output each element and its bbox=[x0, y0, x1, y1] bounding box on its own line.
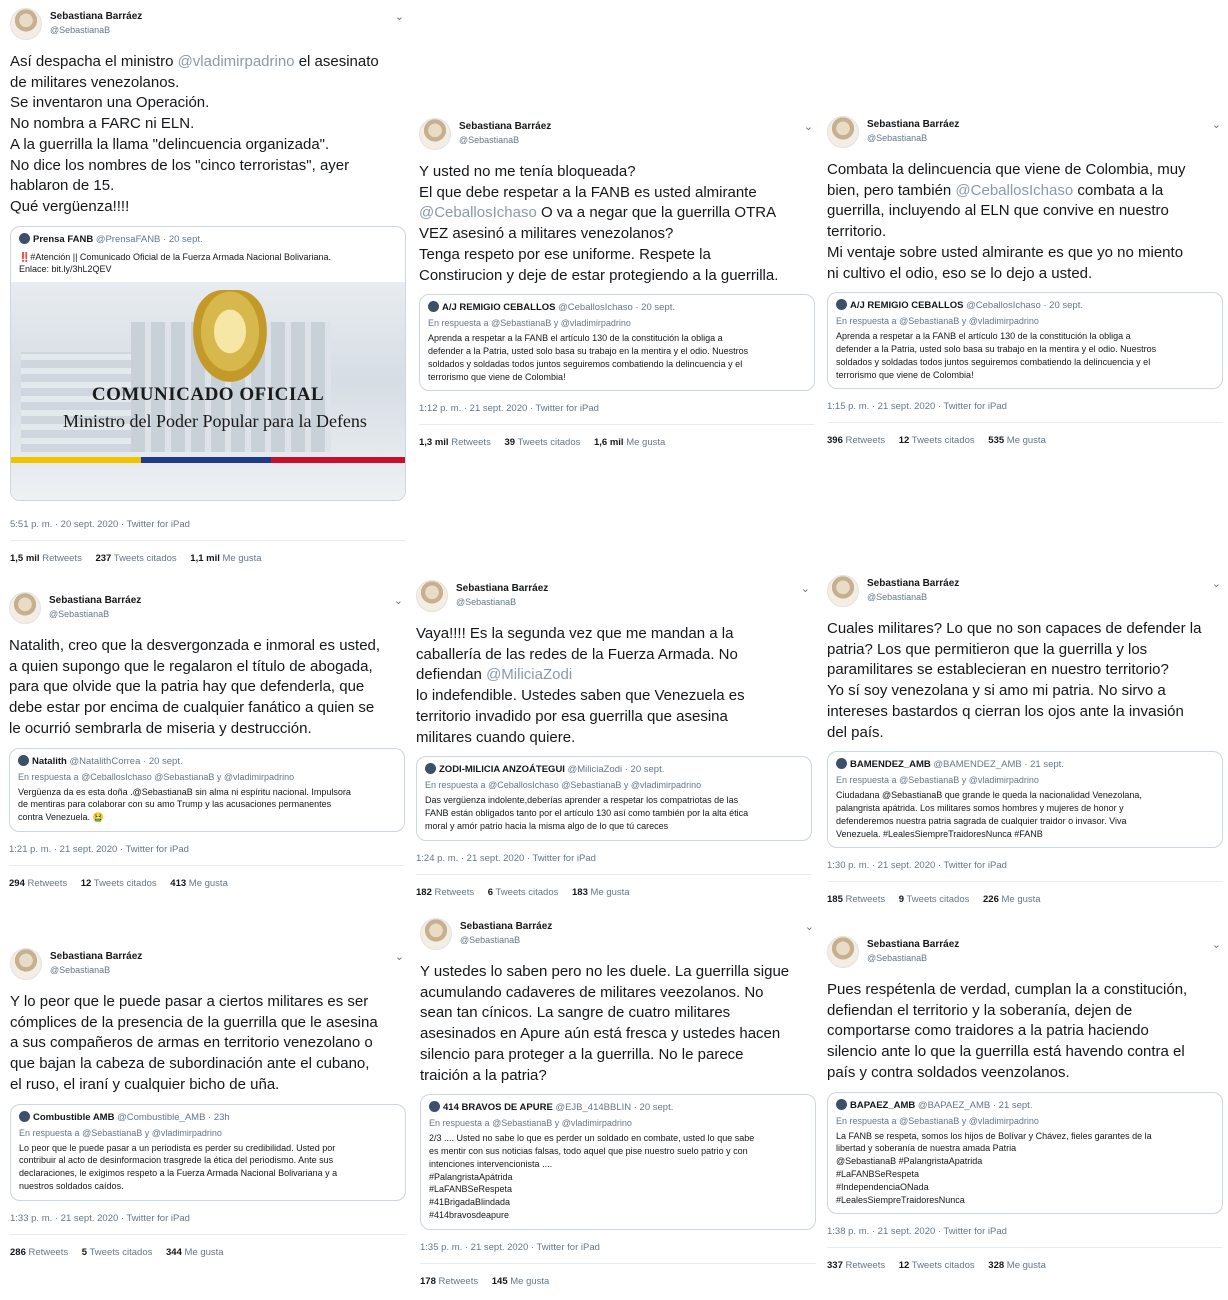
quoted-media-image[interactable] bbox=[11, 282, 405, 500]
coat-of-arms-icon bbox=[193, 290, 267, 382]
tweet-timestamp[interactable]: 1:35 p. m. · 21 sept. 2020 · Twitter for iPad bbox=[420, 1241, 600, 1253]
tweet-header bbox=[416, 580, 812, 614]
quoted-author-name[interactable]: Prensa FANB bbox=[33, 233, 94, 245]
tweet-stats bbox=[827, 894, 1223, 905]
tweet-timestamp[interactable]: 1:30 p. m. · 21 sept. 2020 · Twitter for iPad bbox=[827, 860, 1007, 872]
quote-tweets-label: Tweets citados bbox=[911, 435, 975, 447]
retweets-label: Retweets bbox=[27, 877, 68, 889]
quoted-tweet[interactable] bbox=[419, 294, 815, 391]
tweet-text-segment: Y usted no me tenía bloqueada? El que debe respetar a la FANB es usted almirante bbox=[419, 163, 757, 201]
author-handle[interactable]: @SebastianaB bbox=[459, 135, 520, 145]
retweets-label: Retweets bbox=[845, 894, 886, 906]
quoted-author-name[interactable]: 414 BRAVOS DE APURE bbox=[443, 1102, 553, 1114]
chevron-down-icon[interactable]: ⌄ bbox=[1211, 578, 1221, 590]
retweets-label: Retweets bbox=[28, 1246, 69, 1258]
avatar[interactable] bbox=[10, 948, 42, 980]
quoted-author-meta: @MiliciaZodi · 20 sept. bbox=[567, 764, 665, 776]
quote-tweets-count[interactable]: 237 Tweets citados bbox=[95, 553, 177, 565]
avatar[interactable] bbox=[836, 758, 847, 769]
tweet-header bbox=[9, 592, 405, 626]
retweets-count[interactable]: 396 Retweets bbox=[827, 435, 886, 447]
author-name[interactable]: Sebastiana Barráez bbox=[50, 951, 143, 962]
avatar[interactable] bbox=[420, 918, 452, 950]
reply-mentions[interactable]: @CeballosIchaso @SebastianaB y @vladimirpadrino bbox=[488, 780, 702, 791]
quote-tweets-label: Tweets citados bbox=[517, 437, 581, 449]
quote-tweets-label: Tweets citados bbox=[495, 886, 559, 898]
author-handle[interactable]: @SebastianaB bbox=[50, 965, 111, 975]
tweet-text-segment: Combata la delincuencia que viene de Colombia, muy bien, pero también bbox=[827, 161, 1186, 199]
chevron-down-icon[interactable]: ⌄ bbox=[1211, 939, 1221, 951]
quote-tweets-label: Tweets citados bbox=[911, 1260, 975, 1272]
quoted-author-meta: @EJB_414BBLIN · 20 sept. bbox=[555, 1102, 674, 1114]
avatar[interactable] bbox=[827, 116, 859, 148]
media-subtitle: Ministro del Poder Popular para la Defens bbox=[63, 411, 367, 432]
avatar[interactable] bbox=[18, 755, 29, 766]
reply-prefix: En respuesta a bbox=[19, 1127, 80, 1138]
likes-count[interactable]: 328 Me gusta bbox=[988, 1260, 1046, 1272]
tweet-text bbox=[9, 636, 405, 740]
quoted-tweet[interactable] bbox=[9, 748, 405, 832]
divider bbox=[419, 424, 815, 425]
tweet-timestamp[interactable]: 1:24 p. m. · 21 sept. 2020 · Twitter for iPad bbox=[416, 852, 596, 864]
divider bbox=[9, 865, 405, 866]
tweet-timestamp[interactable]: 1:15 p. m. · 21 sept. 2020 · Twitter for iPad bbox=[827, 401, 1007, 413]
media-title: COMUNICADO OFICIAL bbox=[91, 384, 325, 406]
avatar[interactable] bbox=[836, 1099, 847, 1110]
reply-mentions[interactable]: @SebastianaB y @vladimirpadrino bbox=[899, 316, 1039, 327]
quoted-tweet[interactable] bbox=[827, 292, 1223, 389]
likes-label: Me gusta bbox=[510, 1275, 550, 1287]
tweet-text-segment: O va a negar que la guerrilla OTRA VEZ asesinó a militares venezolanos? Tenga respeto por ese uniforme. Respete la Constirucion y deje de estar protegiendo a la guerrilla. bbox=[419, 204, 779, 284]
avatar[interactable] bbox=[827, 936, 859, 968]
quoted-text: Vergüenza da es esta doña .@SebastianaB sin alma ni espíritu nacional. Impulsora de mentiras para colaborar con su amo Trump y las acusaciones permanentes contra Venezuela. 🤮 bbox=[18, 786, 351, 823]
author-name[interactable]: Sebastiana Barráez bbox=[867, 939, 960, 950]
flag-stripe bbox=[11, 457, 405, 463]
retweets-label: Retweets bbox=[434, 886, 475, 898]
tweet-card bbox=[827, 936, 1223, 1271]
quoted-text: Lo peor que le puede pasar a un periodista es perder su credibilidad. Usted por contribuir al acto de desinformacion trasgrede la ética del periodismo. Ante sus declaraciones, le exigimos respeto a la Fuerza Armada Nacional Bolivariana y a nuestros soldados caídos. bbox=[19, 1142, 338, 1191]
tweet-text-segment: Vaya!!!! Es la segunda vez que me mandan a la caballería de las redes de la Fuerza Armada. No defiendan bbox=[416, 625, 738, 684]
reply-prefix: En respuesta a bbox=[836, 316, 897, 327]
retweets-count[interactable]: 286 Retweets bbox=[10, 1246, 69, 1258]
author-name[interactable]: Sebastiana Barráez bbox=[460, 921, 553, 932]
reply-prefix: En respuesta a bbox=[429, 1118, 490, 1129]
quoted-tweet[interactable] bbox=[420, 1094, 816, 1230]
author-handle[interactable]: @SebastianaB bbox=[460, 935, 521, 945]
tweet-text-segment: Pues respétenla de verdad, cumplan la a constitución, defiendan el territorio y la soberanía, dejen de comportarse como traidores a la patria haciendo silencio ante lo que la guerrilla está havendo contra el país y contra soldados veenzolanos. bbox=[827, 981, 1188, 1081]
likes-count[interactable]: 145 Me gusta bbox=[491, 1275, 550, 1287]
quoted-reply-to bbox=[836, 316, 1214, 326]
tweet-text-segment: Y ustedes lo saben pero no les duele. La guerrilla sigue acumulando cadaveres de militares veezolanos. No sean tan cínicos. La sangre de cuatro militares asesinados en Apure aún está fresca y ustedes hacen silencio para proteger a la guerrilla. No le parece traición a la patria? bbox=[420, 963, 790, 1084]
retweets-count[interactable]: 185 Retweets bbox=[827, 894, 886, 906]
likes-count[interactable]: 183 Me gusta bbox=[572, 886, 630, 898]
quoted-author-meta: @PrensaFANB · 20 sept. bbox=[95, 233, 203, 245]
chevron-down-icon[interactable]: ⌄ bbox=[393, 595, 403, 607]
quoted-header bbox=[19, 233, 397, 247]
quote-tweets-label: Tweets citados bbox=[113, 553, 177, 565]
avatar[interactable] bbox=[836, 299, 847, 310]
tweet-text-segment: el asesinato de militares venezolanos. Se inventaron una Operación. No nombra a FARC ni ELN. A la guerrilla la llama "delincuencia organizada". No dice los nombres de los "cinco terroristas", ayer hablaron de 15. Qué vergüenza!!!! bbox=[10, 53, 379, 215]
mention-link[interactable]: @vladimirpadrino bbox=[177, 53, 295, 70]
quoted-tweet[interactable] bbox=[10, 1104, 406, 1201]
retweets-count[interactable]: 294 Retweets bbox=[9, 877, 68, 889]
tweet-text bbox=[10, 992, 406, 1096]
quoted-reply-to bbox=[429, 1118, 807, 1128]
quoted-author-meta: @CeballosIchaso · 20 sept. bbox=[558, 302, 675, 314]
reply-mentions[interactable]: @SebastianaB y @vladimirpadrino bbox=[492, 1118, 632, 1129]
quote-tweets-label: Tweets citados bbox=[93, 877, 157, 889]
tweet-stats bbox=[10, 553, 406, 564]
tweet-timestamp[interactable]: 1:33 p. m. · 21 sept. 2020 · Twitter for iPad bbox=[10, 1212, 190, 1224]
tweet-timestamp[interactable]: 1:38 p. m. · 21 sept. 2020 · Twitter for iPad bbox=[827, 1226, 1007, 1238]
tweet-header bbox=[827, 936, 1223, 970]
quoted-header bbox=[429, 1101, 807, 1115]
quoted-text: 2/3 .... Usted no sabe lo que es perder un soldado en combate, usted lo que sabe es mentir con sus noticias falsas, todo aquel que pise nuestro suelo patrio y con intenciones intervencionista .... #PalangristaApátrida #LaFANBSeRespeta #41BrigadaBlindada #414bravosdeapure bbox=[429, 1133, 755, 1220]
likes-count[interactable]: 1,1 mil Me gusta bbox=[190, 553, 262, 565]
tweet-stats bbox=[10, 1247, 406, 1258]
tweet-stats bbox=[420, 1276, 816, 1287]
author-name[interactable]: Sebastiana Barráez bbox=[49, 595, 142, 606]
quoted-author-name[interactable]: A/J REMIGIO CEBALLOS bbox=[442, 302, 556, 314]
retweets-count[interactable]: 182 Retweets bbox=[416, 886, 475, 898]
divider bbox=[827, 422, 1223, 423]
tweet-stats bbox=[827, 1260, 1223, 1271]
reply-mentions[interactable]: @CeballosIchaso @SebastianaB y @vladimirpadrino bbox=[81, 771, 295, 782]
tweet-stats bbox=[9, 878, 405, 889]
quoted-reply-to bbox=[18, 772, 396, 782]
tweet-header bbox=[419, 118, 815, 152]
author-handle[interactable]: @SebastianaB bbox=[867, 133, 928, 143]
quote-tweets-count[interactable]: 5 Tweets citados bbox=[81, 1246, 153, 1258]
tweet-text-segment: Cuales militares? Lo que no son capaces de defender la patria? Los que permitieron que la guerrilla y los paramilitares se establecieran en nuestro territorio? Yo sí soy venezolana y si amo mi patria. No sirvo a intereses bastardos q cierran los ojos ante la invasión del país. bbox=[827, 620, 1202, 741]
quoted-author-meta: @BAPAEZ_AMB · 21 sept. bbox=[917, 1099, 1033, 1111]
tweet-card bbox=[10, 8, 406, 564]
author-handle[interactable]: @SebastianaB bbox=[867, 953, 928, 963]
tweet-card bbox=[827, 575, 1223, 905]
quote-tweets-label: Tweets citados bbox=[89, 1246, 153, 1258]
tweet-header bbox=[10, 8, 406, 42]
quote-tweets-count[interactable]: 12 Tweets citados bbox=[898, 435, 975, 447]
quoted-header bbox=[18, 755, 396, 769]
likes-count[interactable]: 413 Me gusta bbox=[170, 877, 228, 889]
likes-label: Me gusta bbox=[188, 877, 228, 889]
tweet-text bbox=[827, 980, 1223, 1084]
avatar[interactable] bbox=[429, 1101, 440, 1112]
quoted-header bbox=[836, 1099, 1214, 1113]
tweet-stats bbox=[827, 435, 1223, 446]
quoted-text: La FANB se respeta, somos los hijos de Bolívar y Chávez, fieles garantes de la libertad y soberanía de nuestra amada Patria @SebastianaB #PalangristaApatrida #LaFANBSeRespeta #IndependenciaONada #LealesSiempreTraidoresNunca bbox=[836, 1130, 1152, 1205]
tweet-header bbox=[10, 948, 406, 982]
quote-tweets-count[interactable]: 6 Tweets citados bbox=[487, 886, 559, 898]
quoted-reply-to bbox=[836, 775, 1214, 785]
tweet-text-segment: lo indefendible. Ustedes saben que Venezuela es territorio invadido por esa guerrilla que asesina militares cuando quiere. bbox=[416, 687, 745, 746]
quoted-header bbox=[836, 758, 1214, 772]
quoted-tweet[interactable] bbox=[10, 226, 406, 502]
quoted-author-meta: @Combustible_AMB · 23h bbox=[117, 1111, 230, 1123]
quoted-header bbox=[425, 763, 803, 777]
quoted-author-name[interactable]: BAPAEZ_AMB bbox=[850, 1099, 916, 1111]
retweets-count[interactable]: 1,3 mil Retweets bbox=[419, 437, 491, 449]
avatar[interactable] bbox=[19, 1111, 30, 1122]
tweet-card bbox=[416, 580, 812, 898]
quote-tweets-count[interactable]: 12 Tweets citados bbox=[80, 877, 157, 889]
divider bbox=[827, 1247, 1223, 1248]
reply-mentions[interactable]: @SebastianaB y @vladimirpadrino bbox=[899, 775, 1039, 786]
avatar[interactable] bbox=[19, 233, 30, 244]
likes-label: Me gusta bbox=[1001, 894, 1041, 906]
retweets-count[interactable]: 1,5 mil Retweets bbox=[10, 553, 82, 565]
chevron-down-icon[interactable]: ⌄ bbox=[394, 11, 404, 23]
likes-label: Me gusta bbox=[590, 886, 630, 898]
tweet-text bbox=[827, 619, 1223, 743]
quoted-header bbox=[19, 1111, 397, 1125]
reply-prefix: En respuesta a bbox=[428, 318, 489, 329]
divider bbox=[420, 1263, 816, 1264]
likes-count[interactable]: 1,6 mil Me gusta bbox=[594, 437, 666, 449]
retweets-label: Retweets bbox=[42, 553, 82, 565]
avatar[interactable] bbox=[416, 580, 448, 612]
quoted-header bbox=[428, 301, 806, 315]
avatar[interactable] bbox=[425, 763, 436, 774]
avatar[interactable] bbox=[827, 575, 859, 607]
author-name[interactable]: Sebastiana Barráez bbox=[456, 583, 549, 594]
reply-prefix: En respuesta a bbox=[18, 771, 79, 782]
quoted-author-name[interactable]: Natalith bbox=[32, 755, 67, 767]
chevron-down-icon[interactable]: ⌄ bbox=[1211, 119, 1221, 131]
tweet-stats bbox=[416, 887, 812, 898]
quoted-text: Aprenda a respetar a la FANB el artículo 130 de la constitución la obliga a defender a la Patria, usted solo basa su trabajo en la mentira y el odio. Nuestros soldados y soldadas todos juntos seguiremos combatiendo la delincuencia y el terrorismo que viene de Colombia! bbox=[836, 331, 1157, 380]
tweet-header bbox=[827, 116, 1223, 150]
tweet-timestamp[interactable]: 1:21 p. m. · 21 sept. 2020 · Twitter for iPad bbox=[9, 843, 189, 855]
tweet-stats bbox=[419, 437, 815, 448]
tweet-card bbox=[9, 592, 405, 889]
quoted-header bbox=[836, 299, 1214, 313]
author-name[interactable]: Sebastiana Barráez bbox=[867, 119, 960, 130]
likes-count[interactable]: 344 Me gusta bbox=[166, 1246, 224, 1258]
tweet-text-segment: Natalith, creo que la desvergonzada e inmoral es usted, a quien supongo que le regalaron el título de abogada, para que olvide que la patria hay que defenderla, que debe estar por encima de cualquier fanático a quien se le ocurrió sembrarla de miseria y destrucción. bbox=[9, 637, 381, 737]
divider bbox=[827, 881, 1223, 882]
author-name[interactable]: Sebastiana Barráez bbox=[867, 578, 960, 589]
tweet-timestamp[interactable]: 1:12 p. m. · 21 sept. 2020 · Twitter for iPad bbox=[419, 403, 599, 415]
likes-count[interactable]: 535 Me gusta bbox=[988, 435, 1046, 447]
quoted-tweet[interactable] bbox=[827, 1092, 1223, 1215]
reply-prefix: En respuesta a bbox=[836, 775, 897, 786]
likes-label: Me gusta bbox=[1006, 1260, 1046, 1272]
quoted-author-name[interactable]: A/J REMIGIO CEBALLOS bbox=[850, 300, 964, 312]
mention-link[interactable]: @MiliciaZodi bbox=[486, 666, 573, 684]
avatar[interactable] bbox=[9, 592, 41, 624]
tweet-text bbox=[416, 624, 812, 748]
author-handle[interactable]: @SebastianaB bbox=[867, 592, 928, 602]
likes-count[interactable]: 226 Me gusta bbox=[983, 894, 1041, 906]
reply-mentions[interactable]: @SebastianaB y @vladimirpadrino bbox=[491, 318, 631, 329]
mention-link[interactable]: @CeballosIchaso bbox=[419, 204, 537, 222]
quoted-reply-to bbox=[836, 1116, 1214, 1126]
author-handle[interactable]: @SebastianaB bbox=[456, 597, 517, 607]
tweet-text-segment: Y lo peor que le puede pasar a ciertos militares es ser cómplices de la presencia de la guerrilla que le asesina a sus compañeros de armas en territorio venezolano o que bajan la cabeza de subordinación ante el cubano, el ruso, el iraní y cualquier bicho de uña. bbox=[10, 993, 378, 1093]
tweet-card bbox=[10, 948, 406, 1258]
tweet-header bbox=[827, 575, 1223, 609]
quoted-text: Aprenda a respetar a la FANB el artículo 130 de la constitución la obliga a defender a la Patria, usted solo basa su trabajo en la mentira y el odio. Nuestros soldados y soldadas todos juntos seguiremos combatiendo la delincuencia y el terrorismo que viene de Colombia! bbox=[428, 333, 749, 382]
quoted-author-meta: @NatalithCorrea · 20 sept. bbox=[69, 755, 183, 767]
retweets-count[interactable]: 178 Retweets bbox=[420, 1275, 479, 1287]
quoted-tweet[interactable] bbox=[416, 756, 812, 840]
tweet-timestamp[interactable]: 5:51 p. m. · 20 sept. 2020 · Twitter for iPad bbox=[10, 519, 190, 531]
author-name[interactable]: Sebastiana Barráez bbox=[459, 121, 552, 132]
chevron-down-icon[interactable]: ⌄ bbox=[804, 921, 814, 933]
retweets-label: Retweets bbox=[845, 435, 886, 447]
quote-tweets-count[interactable]: 39 Tweets citados bbox=[504, 437, 581, 449]
avatar[interactable] bbox=[428, 301, 439, 312]
tweet-text-segment: Así despacha el ministro bbox=[10, 53, 178, 70]
retweets-count[interactable]: 337 Retweets bbox=[827, 1260, 886, 1272]
retweets-label: Retweets bbox=[438, 1275, 479, 1287]
retweets-label: Retweets bbox=[451, 437, 491, 449]
tweet-text bbox=[10, 52, 406, 218]
likes-label: Me gusta bbox=[184, 1246, 224, 1258]
quote-tweets-label: Tweets citados bbox=[906, 894, 970, 906]
quoted-author-name[interactable]: BAMENDEZ_AMB bbox=[850, 759, 931, 771]
reply-prefix: En respuesta a bbox=[425, 780, 486, 791]
quoted-author-name[interactable]: ZODI-MILICIA ANZOÁTEGUI bbox=[439, 764, 565, 776]
author-name[interactable]: Sebastiana Barráez bbox=[50, 11, 143, 22]
chevron-down-icon[interactable]: ⌄ bbox=[803, 121, 813, 133]
quoted-author-meta: @CeballosIchaso · 20 sept. bbox=[966, 300, 1083, 312]
likes-label: Me gusta bbox=[1006, 435, 1046, 447]
quoted-text: ‼️#Atención || Comunicado Oficial de la Fuerza Armada Nacional Bolivariana. Enlace: bit.ly/3hL2QEV bbox=[19, 251, 332, 275]
quoted-author-meta: @BAMENDEZ_AMB · 21 sept. bbox=[933, 759, 1064, 771]
quoted-text: Ciudadana @SebastianaB que grande le queda la nacionalidad Venezolana, palangrista apátrida. Los militares somos hombres y mujeres de honor y defenderemos nuestra patria sagrada de cualquier traidor o invasor. Viva Venezuela. #LealesSiempreTraidoresNunca #FANB bbox=[836, 790, 1142, 839]
tweet-card bbox=[420, 918, 816, 1287]
author-handle[interactable]: @SebastianaB bbox=[49, 609, 110, 619]
quote-tweets-count[interactable]: 12 Tweets citados bbox=[898, 1260, 975, 1272]
retweets-label: Retweets bbox=[845, 1260, 886, 1272]
quoted-tweet[interactable] bbox=[827, 751, 1223, 848]
reply-mentions[interactable]: @SebastianaB y @vladimirpadrino bbox=[899, 1115, 1039, 1126]
divider bbox=[416, 874, 812, 875]
tweet-text bbox=[419, 162, 815, 286]
quote-tweets-count[interactable]: 9 Tweets citados bbox=[898, 894, 970, 906]
tweet-header bbox=[420, 918, 816, 952]
quoted-reply-to bbox=[428, 318, 806, 328]
tweet-text bbox=[827, 160, 1223, 284]
author-handle[interactable]: @SebastianaB bbox=[50, 25, 111, 35]
quoted-text: Das vergüenza indolente,deberías aprender a respetar los compatriotas de las FANB están obligados tanto por el artículo 130 así como también por la alta ética moral y amór patrio hacia la misma algo de lo que tú careces bbox=[425, 795, 749, 831]
likes-label: Me gusta bbox=[222, 553, 262, 565]
likes-label: Me gusta bbox=[626, 437, 666, 449]
divider bbox=[10, 540, 406, 541]
tweet-card bbox=[419, 118, 815, 448]
chevron-down-icon[interactable]: ⌄ bbox=[800, 583, 810, 595]
mention-link[interactable]: @CeballosIchaso bbox=[955, 181, 1074, 199]
quoted-author-name[interactable]: Combustible AMB bbox=[33, 1111, 115, 1123]
tweet-card bbox=[827, 116, 1223, 446]
reply-prefix: En respuesta a bbox=[836, 1115, 897, 1126]
divider bbox=[10, 1234, 406, 1235]
tweet-text bbox=[420, 962, 816, 1086]
quoted-reply-to bbox=[19, 1128, 397, 1138]
quoted-reply-to bbox=[425, 780, 803, 790]
chevron-down-icon[interactable]: ⌄ bbox=[394, 951, 404, 963]
reply-mentions[interactable]: @SebastianaB y @vladimirpadrino bbox=[82, 1127, 222, 1138]
avatar[interactable] bbox=[10, 8, 42, 40]
avatar[interactable] bbox=[419, 118, 451, 150]
tweet-text-segment: combata a la guerrilla, incluyendo al ELN que convive en nuestro territorio. Mi ventaje sobre usted almirante es que yo no miento ni cultivo el odio, eso se lo dejo a usted. bbox=[827, 181, 1184, 282]
